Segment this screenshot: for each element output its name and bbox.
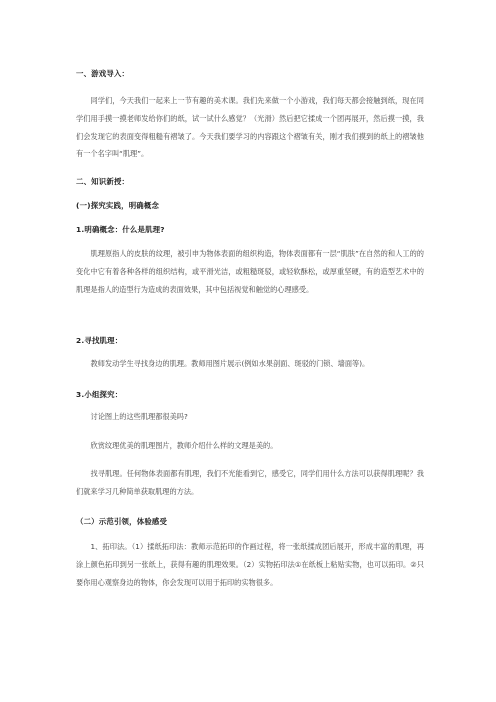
item-3-heading: 3.小组探究：	[76, 390, 123, 399]
item-3-paragraph: 找寻肌理。任何物体表面都有肌理，我们不光能看到它，感受它，同学们用什么方法可以获得肌理呢？我们就来学习几种简单获取肌理的方法。	[76, 469, 424, 496]
item-1-paragraph: 肌理原指人的皮肤的纹理，被引申为物体表面的组织构造，物体表面都有一层“肌肤”在自然的和人工的的变化中它有着各种各样的组织结构，或平滑光洁，或粗糙斑驳，或轻软酥松，或厚重坚硬，有的造型艺术中的肌理是指人的造型行为造成的表面效果，其中包括视觉和触觉的心理感受。	[76, 249, 424, 294]
item-1-heading: 1.明确概念：什么是肌理?	[76, 225, 165, 234]
item-3-line-1: 讨论图上的这些肌理都很美吗?	[90, 412, 188, 421]
item-2-paragraph: 教师发动学生寻找身边的肌理。教师用图片展示(例如水果剖面、斑驳的门锁、墙面等)。	[90, 359, 370, 368]
item-3-line-2: 欣赏纹理优美的肌理图片，教师介绍什么样的文理是美的。	[90, 441, 278, 450]
section-1-paragraph: 同学们，今天我们一起来上一节有趣的美术课。我们先来做一个小游戏，我们每天都会接触到纸，现在同学们用手摸一摸老师发给你们的纸，试一试什么感觉？（光滑）然后把它揉成一个团再展开，然后摸一摸，我们会发现它的表面变得粗糙有褶皱了。今天我们要学习的内容跟这个褶皱有关，刚才我们摸到的纸上的褶皱他有一个名字叫“肌理”。	[76, 96, 424, 159]
subsection-2-paragraph: 1、拓印法。（1）揉纸拓印法：教师示范拓印的作画过程，将一张纸揉成团后展开，形成丰富的肌理，再涂上颜色拓印到另一张纸上，获得有趣的肌理效果。（2）实物拓印法①在纸板上粘贴实物，也可以拓印。②只要你用心观察身边的物体，你会发现可以用于拓印的实物很多。	[76, 542, 424, 587]
subsection-2-heading: （二）示范引领，体验感受	[76, 517, 168, 526]
item-2-heading: 2.寻找肌理：	[76, 336, 123, 345]
section-1-heading: 一、游戏导入：	[76, 69, 130, 78]
subsection-1-heading: (一)探究实践，明确概念	[76, 201, 160, 210]
section-2-heading: 二、知识新授：	[76, 177, 130, 186]
